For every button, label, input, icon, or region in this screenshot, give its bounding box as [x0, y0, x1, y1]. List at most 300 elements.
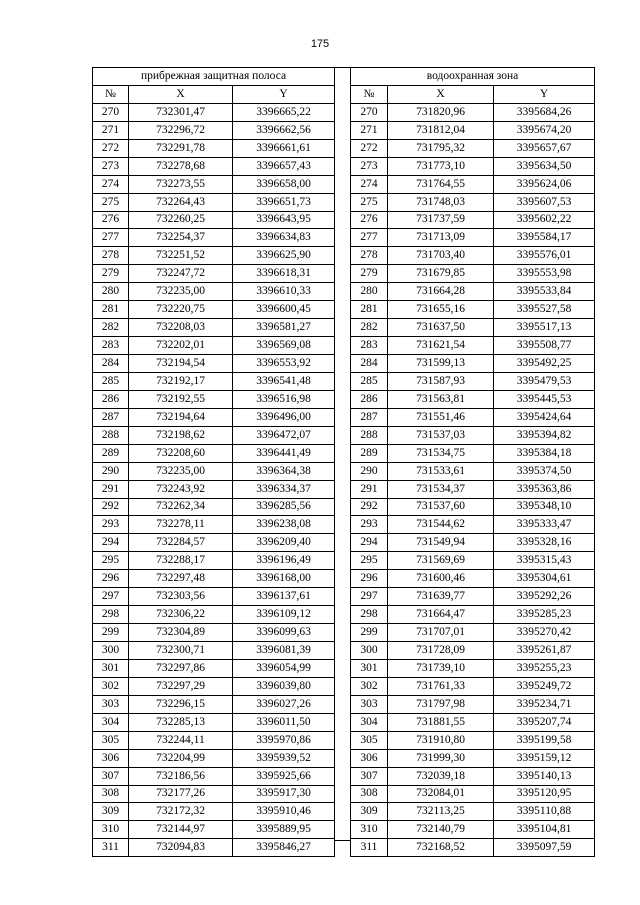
cell-x: 732297,48	[129, 570, 233, 588]
cell-y: 3395576,01	[494, 247, 595, 265]
cell-x: 731533,61	[388, 462, 494, 480]
table-row	[93, 355, 335, 373]
cell-y: 3395348,10	[494, 498, 595, 516]
table-row	[93, 319, 335, 337]
cell-y: 3396168,00	[233, 570, 335, 588]
table-row	[351, 229, 595, 247]
cell-y: 3396541,48	[233, 372, 335, 390]
table-row	[93, 516, 335, 534]
cell-x: 732194,64	[129, 408, 233, 426]
cell-number: 311	[351, 839, 388, 857]
cell-number: 290	[93, 462, 129, 480]
cell-number: 282	[351, 319, 388, 337]
cell-number: 274	[351, 175, 388, 193]
cell-x: 732192,55	[129, 390, 233, 408]
table-row	[351, 606, 595, 624]
cell-number: 298	[93, 606, 129, 624]
cell-number: 285	[351, 372, 388, 390]
cell-number: 309	[351, 803, 388, 821]
cell-y: 3395684,26	[494, 103, 595, 121]
table-row	[351, 355, 595, 373]
cell-y: 3396099,63	[233, 624, 335, 642]
cell-x: 732296,72	[129, 121, 233, 139]
cell-number: 278	[351, 247, 388, 265]
table-row	[93, 390, 335, 408]
cell-y: 3396137,61	[233, 588, 335, 606]
cell-x: 731795,32	[388, 139, 494, 157]
cell-number: 291	[351, 480, 388, 498]
cell-x: 731664,47	[388, 606, 494, 624]
cell-y: 3395970,86	[233, 731, 335, 749]
cell-x: 731713,09	[388, 229, 494, 247]
cell-number: 310	[93, 821, 129, 839]
cell-x: 732288,17	[129, 552, 233, 570]
cell-number: 284	[351, 355, 388, 373]
cell-number: 277	[351, 229, 388, 247]
cell-y: 3396285,56	[233, 498, 335, 516]
table-row	[351, 821, 595, 839]
table-row	[351, 534, 595, 552]
table-row	[93, 462, 335, 480]
table-row	[93, 229, 335, 247]
cell-x: 732247,72	[129, 265, 233, 283]
cell-x: 732244,11	[129, 731, 233, 749]
cell-number: 285	[93, 372, 129, 390]
cell-x: 732297,86	[129, 659, 233, 677]
cell-x: 732172,32	[129, 803, 233, 821]
cell-x: 731679,85	[388, 265, 494, 283]
cell-x: 732297,29	[129, 677, 233, 695]
table-row	[351, 570, 595, 588]
cell-x: 732039,18	[388, 767, 494, 785]
cell-x: 732177,26	[129, 785, 233, 803]
cell-x: 731621,54	[388, 337, 494, 355]
cell-number: 280	[351, 283, 388, 301]
cell-y: 3396054,99	[233, 659, 335, 677]
cell-x: 732278,11	[129, 516, 233, 534]
table-row	[351, 408, 595, 426]
cell-number: 304	[93, 713, 129, 731]
cell-y: 3395234,71	[494, 695, 595, 713]
cell-x: 731534,75	[388, 444, 494, 462]
cell-number: 275	[351, 193, 388, 211]
column-header-x: X	[388, 85, 494, 103]
cell-number: 273	[93, 157, 129, 175]
cell-x: 731737,59	[388, 211, 494, 229]
cell-x: 732291,78	[129, 139, 233, 157]
cell-y: 3396364,38	[233, 462, 335, 480]
cell-number: 283	[93, 337, 129, 355]
table-row	[93, 157, 335, 175]
table-row	[351, 319, 595, 337]
cell-y: 3395634,50	[494, 157, 595, 175]
cell-x: 731797,98	[388, 695, 494, 713]
cell-number: 279	[351, 265, 388, 283]
cell-number: 274	[93, 175, 129, 193]
table-row	[93, 839, 335, 857]
cell-number: 290	[351, 462, 388, 480]
cell-y: 3396553,92	[233, 355, 335, 373]
cell-number: 294	[351, 534, 388, 552]
table-row	[93, 624, 335, 642]
table-row	[351, 372, 595, 390]
cell-y: 3395270,42	[494, 624, 595, 642]
table-row	[93, 695, 335, 713]
cell-number: 286	[351, 390, 388, 408]
cell-x: 732243,92	[129, 480, 233, 498]
cell-y: 3395159,12	[494, 749, 595, 767]
cell-number: 306	[351, 749, 388, 767]
cell-number: 272	[93, 139, 129, 157]
cell-number: 307	[93, 767, 129, 785]
table-row	[93, 606, 335, 624]
cell-y: 3395285,23	[494, 606, 595, 624]
table-row	[351, 785, 595, 803]
table-row	[93, 265, 335, 283]
cell-x: 732220,75	[129, 301, 233, 319]
column-header-number: №	[351, 85, 388, 103]
cell-number: 299	[351, 624, 388, 642]
cell-y: 3395553,98	[494, 265, 595, 283]
cell-y: 3395140,13	[494, 767, 595, 785]
table-row	[93, 749, 335, 767]
cell-y: 3396661,61	[233, 139, 335, 157]
table-row	[351, 175, 595, 193]
cell-number: 281	[93, 301, 129, 319]
cell-x: 732084,01	[388, 785, 494, 803]
cell-x: 732285,13	[129, 713, 233, 731]
cell-y: 3395584,17	[494, 229, 595, 247]
cell-x: 732306,22	[129, 606, 233, 624]
cell-number: 310	[351, 821, 388, 839]
cell-x: 732296,15	[129, 695, 233, 713]
table-row	[93, 408, 335, 426]
cell-number: 286	[93, 390, 129, 408]
cell-x: 732260,25	[129, 211, 233, 229]
cell-y: 3396516,98	[233, 390, 335, 408]
cell-number: 305	[351, 731, 388, 749]
table-row	[93, 534, 335, 552]
cell-y: 3396109,12	[233, 606, 335, 624]
cell-number: 299	[93, 624, 129, 642]
cell-x: 732094,83	[129, 839, 233, 857]
cell-x: 732208,03	[129, 319, 233, 337]
cell-y: 3396472,07	[233, 426, 335, 444]
cell-number: 308	[351, 785, 388, 803]
cell-y: 3395910,46	[233, 803, 335, 821]
cell-x: 732300,71	[129, 642, 233, 660]
table-row	[93, 588, 335, 606]
cell-y: 3396634,83	[233, 229, 335, 247]
column-header-y: Y	[233, 85, 335, 103]
table-row	[351, 157, 595, 175]
cell-number: 297	[351, 588, 388, 606]
cell-x: 731537,60	[388, 498, 494, 516]
table-row	[351, 121, 595, 139]
cell-y: 3396581,27	[233, 319, 335, 337]
cell-y: 3396039,80	[233, 677, 335, 695]
cell-number: 308	[93, 785, 129, 803]
table-row	[351, 713, 595, 731]
cell-y: 3395384,18	[494, 444, 595, 462]
cell-x: 732113,25	[388, 803, 494, 821]
cell-y: 3396662,56	[233, 121, 335, 139]
cell-y: 3395104,81	[494, 821, 595, 839]
cell-x: 731764,55	[388, 175, 494, 193]
cell-number: 295	[93, 552, 129, 570]
table-gutter	[334, 67, 350, 841]
cell-x: 732168,52	[388, 839, 494, 857]
column-header-y: Y	[494, 85, 595, 103]
cell-y: 3396209,40	[233, 534, 335, 552]
table-row	[351, 695, 595, 713]
cell-number: 307	[351, 767, 388, 785]
cell-y: 3395110,88	[494, 803, 595, 821]
cell-number: 301	[93, 659, 129, 677]
table-row	[351, 731, 595, 749]
cell-y: 3396625,90	[233, 247, 335, 265]
cell-y: 3395261,87	[494, 642, 595, 660]
cell-x: 732301,47	[129, 103, 233, 121]
cell-y: 3396610,33	[233, 283, 335, 301]
cell-number: 277	[93, 229, 129, 247]
cell-y: 3395508,77	[494, 337, 595, 355]
cell-x: 732254,37	[129, 229, 233, 247]
cell-number: 279	[93, 265, 129, 283]
cell-y: 3395249,72	[494, 677, 595, 695]
cell-x: 731569,69	[388, 552, 494, 570]
cell-y: 3396643,95	[233, 211, 335, 229]
table-row	[351, 103, 595, 121]
cell-number: 278	[93, 247, 129, 265]
table-row	[351, 516, 595, 534]
cell-x: 732235,00	[129, 283, 233, 301]
cell-number: 311	[93, 839, 129, 857]
cell-x: 731881,55	[388, 713, 494, 731]
table-row	[351, 283, 595, 301]
cell-y: 3395315,43	[494, 552, 595, 570]
cell-number: 303	[93, 695, 129, 713]
table-row	[93, 283, 335, 301]
cell-y: 3396334,37	[233, 480, 335, 498]
table-row	[93, 301, 335, 319]
cell-x: 731739,10	[388, 659, 494, 677]
cell-x: 732303,56	[129, 588, 233, 606]
table-row	[351, 390, 595, 408]
table-row	[93, 552, 335, 570]
cell-x: 731664,28	[388, 283, 494, 301]
cell-x: 732198,62	[129, 426, 233, 444]
table-row	[351, 642, 595, 660]
cell-x: 731728,09	[388, 642, 494, 660]
cell-y: 3395374,50	[494, 462, 595, 480]
cell-number: 292	[93, 498, 129, 516]
table-row	[351, 677, 595, 695]
cell-x: 731820,96	[388, 103, 494, 121]
cell-x: 732204,99	[129, 749, 233, 767]
cell-number: 280	[93, 283, 129, 301]
cell-x: 732144,97	[129, 821, 233, 839]
cell-number: 276	[351, 211, 388, 229]
cell-number: 270	[93, 103, 129, 121]
table-row	[351, 588, 595, 606]
cell-y: 3396027,26	[233, 695, 335, 713]
cell-x: 731534,37	[388, 480, 494, 498]
cell-y: 3395097,59	[494, 839, 595, 857]
cell-y: 3395517,13	[494, 319, 595, 337]
cell-x: 732140,79	[388, 821, 494, 839]
table-row	[351, 193, 595, 211]
cell-y: 3396081,39	[233, 642, 335, 660]
cell-y: 3395255,23	[494, 659, 595, 677]
cell-x: 732278,68	[129, 157, 233, 175]
cell-number: 270	[351, 103, 388, 121]
cell-y: 3395120,95	[494, 785, 595, 803]
table-row	[93, 713, 335, 731]
table-row	[93, 426, 335, 444]
cell-y: 3395479,53	[494, 372, 595, 390]
cell-y: 3396496,00	[233, 408, 335, 426]
table-row	[93, 211, 335, 229]
table-row	[93, 570, 335, 588]
cell-number: 300	[351, 642, 388, 660]
cell-y: 3395492,25	[494, 355, 595, 373]
cell-number: 296	[351, 570, 388, 588]
cell-number: 273	[351, 157, 388, 175]
table-row	[93, 444, 335, 462]
cell-x: 732264,43	[129, 193, 233, 211]
cell-x: 731551,46	[388, 408, 494, 426]
cell-number: 293	[93, 516, 129, 534]
page-number: 175	[310, 38, 330, 50]
cell-x: 731707,01	[388, 624, 494, 642]
cell-x: 731812,04	[388, 121, 494, 139]
cell-y: 3395199,58	[494, 731, 595, 749]
table-row	[93, 803, 335, 821]
cell-x: 731773,10	[388, 157, 494, 175]
cell-number: 293	[351, 516, 388, 534]
cell-y: 3395445,53	[494, 390, 595, 408]
cell-number: 287	[351, 408, 388, 426]
cell-x: 731600,46	[388, 570, 494, 588]
cell-number: 271	[93, 121, 129, 139]
column-header-number: №	[93, 85, 129, 103]
cell-number: 291	[93, 480, 129, 498]
table-row	[351, 498, 595, 516]
cell-y: 3395925,66	[233, 767, 335, 785]
cell-number: 305	[93, 731, 129, 749]
cell-x: 732194,54	[129, 355, 233, 373]
table-row	[93, 677, 335, 695]
cell-y: 3396658,00	[233, 175, 335, 193]
cell-number: 284	[93, 355, 129, 373]
cell-y: 3395846,27	[233, 839, 335, 857]
cell-y: 3396651,73	[233, 193, 335, 211]
cell-number: 289	[93, 444, 129, 462]
cell-x: 731544,62	[388, 516, 494, 534]
cell-number: 271	[351, 121, 388, 139]
table-row	[93, 642, 335, 660]
cell-y: 3396011,50	[233, 713, 335, 731]
cell-y: 3395363,86	[494, 480, 595, 498]
table-row	[351, 767, 595, 785]
cell-y: 3395939,52	[233, 749, 335, 767]
table-row	[93, 821, 335, 839]
cell-x: 731549,94	[388, 534, 494, 552]
table-row	[351, 247, 595, 265]
cell-y: 3396657,43	[233, 157, 335, 175]
table-row	[93, 121, 335, 139]
table-row	[93, 785, 335, 803]
cell-x: 731563,81	[388, 390, 494, 408]
cell-y: 3395657,67	[494, 139, 595, 157]
table-row	[93, 175, 335, 193]
cell-y: 3395624,06	[494, 175, 595, 193]
table-row	[351, 444, 595, 462]
water-protection-zone-table	[350, 67, 595, 857]
table-row	[351, 480, 595, 498]
cell-x: 732284,57	[129, 534, 233, 552]
cell-number: 294	[93, 534, 129, 552]
cell-y: 3396238,08	[233, 516, 335, 534]
cell-y: 3396441,49	[233, 444, 335, 462]
cell-y: 3395533,84	[494, 283, 595, 301]
table-row	[351, 337, 595, 355]
cell-number: 276	[93, 211, 129, 229]
table-row	[93, 498, 335, 516]
cell-y: 3396618,31	[233, 265, 335, 283]
cell-number: 303	[351, 695, 388, 713]
cell-x: 731910,80	[388, 731, 494, 749]
table-title: прибрежная защитная полоса	[93, 68, 335, 86]
cell-number: 306	[93, 749, 129, 767]
cell-number: 289	[351, 444, 388, 462]
table-row	[93, 193, 335, 211]
cell-y: 3396665,22	[233, 103, 335, 121]
cell-y: 3396569,08	[233, 337, 335, 355]
cell-y: 3396600,45	[233, 301, 335, 319]
cell-number: 288	[351, 426, 388, 444]
cell-number: 302	[93, 677, 129, 695]
cell-x: 732235,00	[129, 462, 233, 480]
cell-x: 731761,33	[388, 677, 494, 695]
table-row	[351, 211, 595, 229]
cell-number: 297	[93, 588, 129, 606]
cell-y: 3395328,16	[494, 534, 595, 552]
cell-number: 302	[351, 677, 388, 695]
cell-y: 3395292,26	[494, 588, 595, 606]
column-header-x: X	[129, 85, 233, 103]
cell-number: 282	[93, 319, 129, 337]
table-row	[351, 462, 595, 480]
cell-y: 3395889,95	[233, 821, 335, 839]
cell-number: 288	[93, 426, 129, 444]
cell-x: 732251,52	[129, 247, 233, 265]
cell-y: 3395333,47	[494, 516, 595, 534]
shore-protection-strip-table	[92, 67, 335, 857]
cell-y: 3395527,58	[494, 301, 595, 319]
cell-x: 732208,60	[129, 444, 233, 462]
cell-y: 3395607,53	[494, 193, 595, 211]
cell-x: 731703,40	[388, 247, 494, 265]
cell-number: 309	[93, 803, 129, 821]
table-row	[351, 552, 595, 570]
table-row	[93, 139, 335, 157]
table-row	[351, 624, 595, 642]
cell-y: 3395674,20	[494, 121, 595, 139]
table-row	[351, 426, 595, 444]
cell-number: 300	[93, 642, 129, 660]
